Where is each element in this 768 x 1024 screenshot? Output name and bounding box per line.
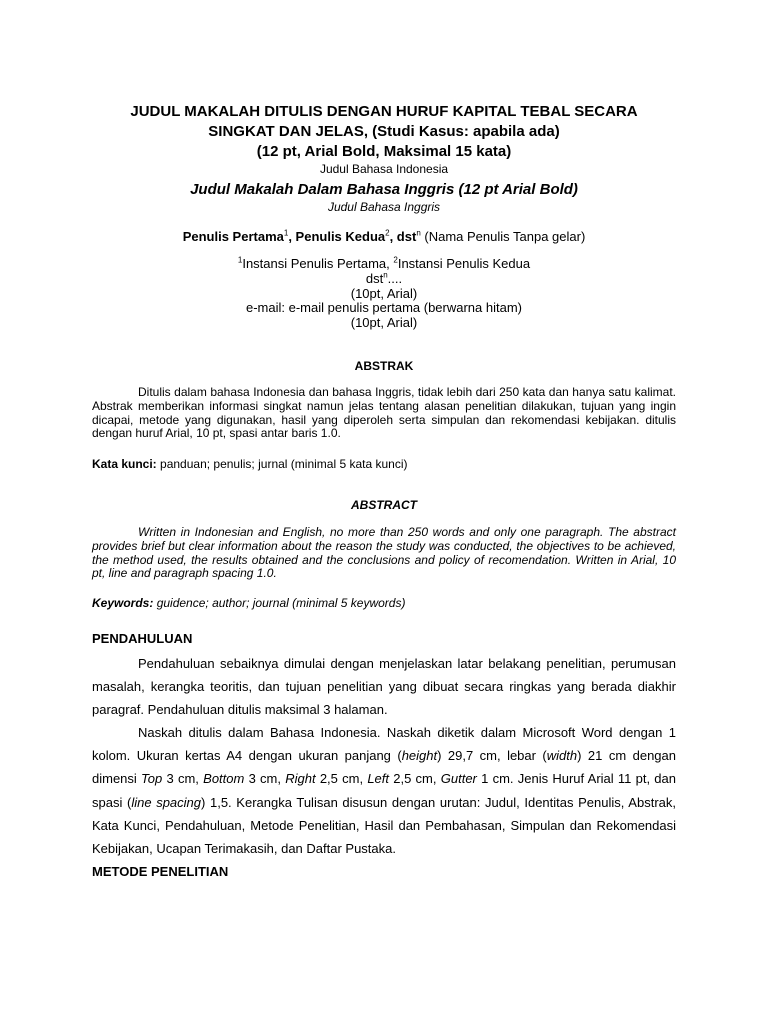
email-line: e-mail: e-mail penulis pertama (berwarna hitam): [246, 300, 522, 316]
p2-height: height: [401, 748, 438, 764]
author-second: Penulis Kedua: [295, 229, 386, 244]
kata-kunci: [92, 456, 676, 472]
p2-e: 3 cm,: [244, 771, 286, 787]
abstract-body: [92, 526, 676, 581]
dst-sup: n: [383, 270, 388, 280]
p2-b: ) 29,7 cm, lebar (: [437, 748, 547, 764]
author-line: [92, 228, 676, 246]
title-subtitle: Judul Bahasa Indonesia: [319, 162, 449, 176]
author-first-sup: 1: [283, 228, 289, 238]
author-note: (Nama Penulis Tanpa gelar): [420, 229, 586, 244]
keywords-label: Keywords:: [92, 596, 154, 610]
pendahuluan-paragraph-2: [92, 721, 676, 860]
kata-kunci-text: panduan; penulis; jurnal (minimal 5 kata kunci): [156, 457, 408, 471]
abstrak-text: Ditulis dalam bahasa Indonesia dan bahasa Inggris, tidak lebih dari 250 kata dan hanya satu kalimat. Abstrak memberikan informasi singkat namun jelas tentang alasan penelitian dilakukan, tujuan yang ingin dicapai, metode yang digunakan, hasil yang diperoleh serta simpulan dan rekomendasi kebijakan. ditulis dengan huruf Arial, 10 pt, spasi antar baris 1.0.: [92, 385, 676, 441]
p2-i: ) 1,5. Kerangka Tulisan disusun dengan urutan: Judul, Identitas Penulis, Abstrak, Kata Kunci, Pendahuluan, Metode Penelitian, Hasil dan Pembahasan, Simpulan dan Rekomendasi Kebijakan, Ucapan Terimakasih, dan Daftar Pustaka.: [92, 794, 676, 857]
author-second-sup: 2: [385, 228, 390, 238]
metode-heading: METODE PENELITIAN: [92, 864, 229, 879]
dst-text: dst: [365, 270, 384, 286]
inst-1: Instansi Penulis Pertama,: [242, 256, 394, 271]
keywords: [92, 595, 676, 611]
abstrak-body: [92, 386, 676, 441]
author-rest: , dst: [389, 229, 417, 244]
p2-bottom: Bottom: [203, 771, 245, 787]
institution-dst: [92, 272, 676, 287]
p1-text: Pendahuluan sebaiknya dimulai dengan menjelaskan latar belakang penelitian, perumusan masalah, kerangka teoritis, dan tujuan penelitian yang dibuat secara ringkas yang berada diakhir paragraf. Pendahuluan ditulis maksimal 3 halaman.: [92, 656, 676, 718]
p2-top: Top: [141, 771, 163, 787]
title-line-1: JUDUL MAKALAH DITULIS DENGAN HURUF KAPITAL TEBAL SECARA: [130, 103, 638, 120]
inst-sup-1: 1: [237, 255, 243, 265]
abstract-text: Written in Indonesian and English, no more than 250 words and only one paragraph. The abstract provides brief but clear information about the reason the study was conducted, the objectives to be achieved, the method used, the results obtained and the conclusions and policy of recomendation. Written in Arial, 10 pt, line and paragraph spacing 1.0.: [92, 525, 676, 581]
pendahuluan-paragraph-1: [92, 652, 676, 722]
p2-a: Naskah ditulis dalam Bahasa Indonesia. Naskah diketik dalam Microsoft Word dengan 1 kolom. Ukuran kertas A4 dengan ukuran panjang (: [92, 725, 676, 764]
p2-c: ) 21 cm dengan dimensi: [92, 748, 676, 787]
font-note-2: (10pt, Arial): [350, 315, 418, 331]
p2-width: width: [546, 748, 578, 764]
p2-h: 1 cm. Jenis Huruf Arial 11 pt, dan spasi (: [92, 771, 676, 810]
p2-gutter: Gutter: [440, 771, 477, 787]
english-title-text: Judul Makalah Dalam Bahasa Inggris (12 pt Arial Bold): [190, 181, 578, 198]
abstract-heading: ABSTRACT: [351, 498, 417, 512]
keywords-text: guidence; author; journal (minimal 5 keywords): [153, 596, 406, 610]
inst-sup-2: 2: [393, 255, 398, 265]
english-title: [92, 180, 676, 214]
title-line-3: (12 pt, Arial Bold, Maksimal 15 kata): [256, 143, 512, 160]
font-note-1: (10pt, Arial): [350, 285, 418, 301]
p2-right: Right: [285, 771, 316, 787]
dst-dots: ....: [387, 270, 403, 286]
pendahuluan-heading: PENDAHULUAN: [92, 631, 193, 646]
english-title-subtitle: Judul Bahasa Inggris: [327, 200, 441, 214]
paper-title: [92, 102, 676, 176]
inst-2: Instansi Penulis Kedua: [397, 256, 531, 271]
title-line-2: SINGKAT DAN JELAS, (Studi Kasus: apabila ada): [208, 123, 560, 140]
p2-f: 2,5 cm,: [315, 771, 368, 787]
p2-g: 2,5 cm,: [389, 771, 441, 787]
p2-d: 3 cm,: [162, 771, 204, 787]
author-sep: ,: [288, 229, 296, 244]
p2-line-spacing: line spacing: [131, 794, 202, 810]
institution-block: [92, 257, 676, 331]
author-rest-sup: n: [416, 228, 421, 238]
p2-left: Left: [367, 771, 390, 787]
kata-kunci-label: Kata kunci:: [92, 457, 157, 471]
author-first: Penulis Pertama: [182, 229, 284, 244]
abstrak-heading: ABSTRAK: [354, 359, 414, 373]
